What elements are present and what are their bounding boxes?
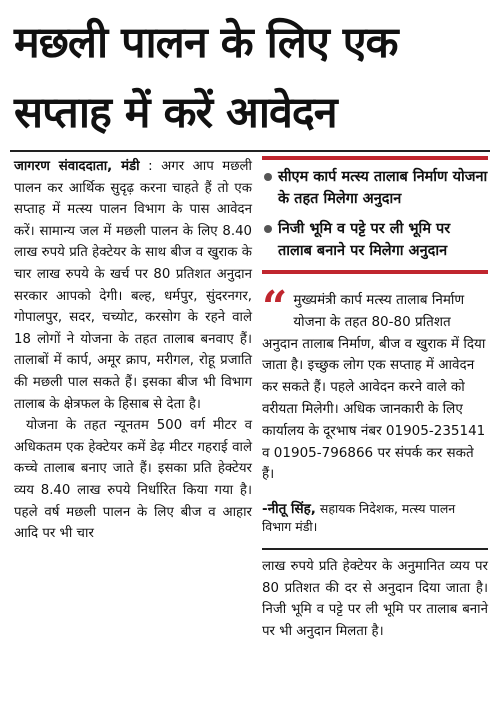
highlight-item — [262, 218, 488, 262]
quote-divider — [262, 548, 488, 550]
bullet-icon — [264, 225, 272, 233]
quote-author — [262, 500, 488, 536]
article-column-left — [14, 156, 252, 545]
paragraph-1-text: : अगर आप मछली पालन कर आर्थिक सुदृढ़ करना चाहते हैं तो एक सप्ताह में मत्स्य पालन विभाग के पास आवेदन करें। सामान्य जल में मछली पालन के लिए 8.40 लाख रुपये प्रति हेक्टेयर के साथ बीज व खुराक के चार लाख रुपये के खर्च पर 80 प्रतिशत अनुदान सरकार आपको देगी। बल्ह, धर्मपुर, सुंदरनगर, गोपालपुर, सदर, चच्योट, करसोग के रहने वाले 18 लोगों ने योजना के तहत तालाब बनवाए हैं। तालाबों में कार्प, अमूर क्राप, मरीगल, रोहू प्रजाति की मछली पाल सकते हैं। इसका बीज भी विभाग तालाब के क्षेत्रफल के हिसाब से देता है। — [14, 159, 252, 412]
highlight-text: सीएम कार्प मत्स्य तालाब निर्माण योजना के तहत मिलेगा अनुदान — [278, 169, 488, 207]
headline-divider — [10, 150, 490, 152]
highlight-item — [262, 166, 488, 210]
highlight-text: निजी भूमि व पट्टे पर ली भूमि पर तालाब बनाने पर मिलेगा अनुदान — [278, 221, 451, 259]
bullet-icon — [264, 173, 272, 181]
quote-author-name: -नीतू सिंह, — [262, 501, 316, 518]
highlight-bottom-bar — [262, 270, 488, 274]
headline — [14, 8, 490, 148]
highlight-top-bar — [262, 156, 488, 160]
article-paragraph-1 — [14, 156, 252, 415]
quote-text: मुख्यमंत्री कार्प मत्स्य तालाब निर्माण योजना के तहत 80-80 प्रतिशत अनुदान तालाब निर्माण, बीज व खुराक में दिया जाता है। इच्छुक लोग एक सप्ताह में आवेदन कर सकते हैं। पहले आवेदन करने वाले को वरीयता मिलेगी। अधिक जानकारी के लिए कार्यालय के दूरभाष नंबर 01905-235141 व 01905-796866 पर संपर्क कर सकते हैं। — [262, 292, 486, 483]
continuation-text: लाख रुपये प्रति हेक्टेयर के अनुमानित व्यय पर 80 प्रतिशत की दर से अनुदान दिया जाता है। निजी भूमि व पट्टे पर ली भूमि पर तालाब बनाने पर भी अनुदान मिलता है। — [262, 559, 488, 639]
byline: जागरण संवाददाता, मंडी — [14, 159, 140, 174]
headline-line-2: सप्ताह में करें आवेदन — [14, 88, 337, 138]
quote-box — [262, 282, 488, 536]
article-column-right — [262, 156, 488, 643]
article-paragraph-2: योजना के तहत न्यूनतम 500 वर्ग मीटर व अधिकतम एक हेक्टेयर कमें डेढ़ मीटर गहराई वाले कच्चे तालाब बनाए जाते हैं। इसका प्रति हेक्टेयर व्यय 8.40 लाख रुपये निर्धारित किया गया है। पहले वर्ष मछली पालन के लिए बीज व आहार आदि पर भी चार — [14, 418, 252, 542]
quote-author-title: सहायक निदेशक, मत्स्य पालन विभाग मंडी। — [262, 501, 456, 535]
headline-line-1: मछली पालन के लिए एक — [14, 18, 398, 68]
article-continuation — [262, 556, 488, 642]
quote-mark-icon: “ — [262, 282, 288, 333]
highlights-list — [262, 166, 488, 262]
